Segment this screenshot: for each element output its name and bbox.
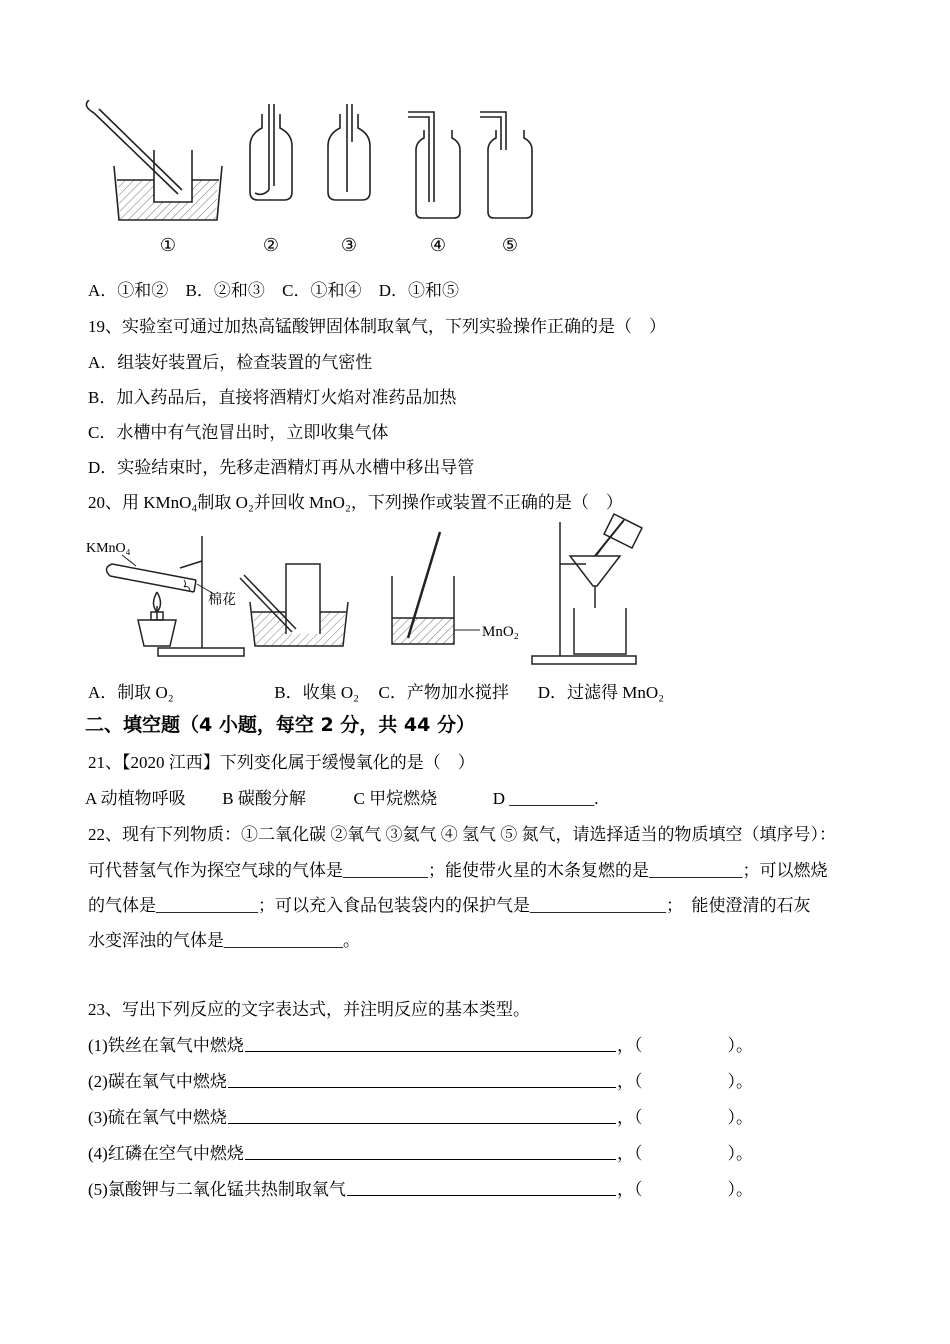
q23-item-1-text: (1)铁丝在氧气中燃烧 (88, 1036, 244, 1055)
apparatus-bottle-long-tube (250, 104, 292, 200)
q20-options-row (88, 678, 664, 703)
q23-item-1 (88, 1031, 753, 1056)
q22-stem: 22、现有下列物质：①二氧化碳 ②氧气 ③氦气 ④ 氢气 ⑤ 氮气，请选择适当的物质填空（填序号）： (88, 825, 836, 844)
apparatus-filtration (532, 514, 642, 664)
apparatus-stirring-beaker (392, 532, 480, 644)
q21-option-a: A 动植物呼吸 (85, 789, 186, 808)
answer-blank (228, 1123, 616, 1124)
q18-option-d: D．①和⑤ (378, 281, 459, 300)
q23-item-3-text: (3)硫在氧气中燃烧 (88, 1108, 227, 1127)
cotton-label: 棉花 (208, 593, 236, 608)
q23-item-5-text: (5)氯酸钾与二氧化锰共热制取氧气 (88, 1180, 346, 1199)
q21-option-c: C 甲烷燃烧 (353, 789, 438, 808)
apparatus-label-4: ④ (429, 235, 447, 255)
q19-option-b: B．加入药品后，直接将酒精灯火焰对准药品加热 (88, 388, 457, 407)
apparatus-bottle-short-tube (328, 104, 370, 200)
q23-item-5-type-parens: ，（ ）。 (617, 1180, 753, 1199)
q20-stem: 20、用 KMnO₄制取 O₂并回收 MnO₂，下列操作或装置不正确的是（ ） (88, 493, 623, 512)
q23-item-2-text: (2)碳在氧气中燃烧 (88, 1072, 227, 1091)
q23-item-3 (88, 1103, 753, 1128)
q23-item-2-type-parens: ，（ ）。 (617, 1072, 753, 1091)
q19-option-d: D．实验结束时，先移走酒精灯再从水槽中移出导管 (88, 458, 475, 477)
q23-item-3-type-parens: ，（ ）。 (617, 1108, 753, 1127)
q20-apparatus-diagram (80, 506, 660, 678)
q23-item-1-type-parens: ，（ ）。 (617, 1036, 753, 1055)
q19-stem: 19、实验室可通过加热高锰酸钾固体制取氧气，下列实验操作正确的是（ ） (88, 317, 666, 336)
apparatus-trough-tube (86, 100, 222, 220)
q23-item-2 (88, 1067, 753, 1092)
q20-option-b: B．收集 O₂ (274, 683, 360, 702)
q20-option-c: C．产物加水搅拌 (378, 683, 509, 702)
apparatus-water-collection (240, 564, 348, 646)
q18-options-row (88, 276, 459, 301)
q20-option-a: A．制取 O₂ (88, 683, 174, 702)
q22-line-4: 水变浑浊的气体是______________。 (88, 931, 360, 950)
q23-stem: 23、写出下列反应的文字表达式，并注明反应的基本类型。 (88, 1000, 530, 1019)
answer-blank (245, 1051, 616, 1052)
section2-title: 二、填空题（4 小题，每空 2 分，共 44 分） (85, 714, 475, 736)
mno2-label: MnO₂ (482, 624, 519, 640)
q21-options-row (85, 784, 599, 809)
apparatus-label-5: ⑤ (501, 235, 519, 255)
q22-line-3: 的气体是____________；可以充入食品包装袋内的保护气是________________； 能使澄清的石灰 (88, 896, 811, 915)
apparatus-label-2: ② (262, 235, 280, 255)
q18-option-c: C．①和④ (282, 281, 362, 300)
apparatus-label-1: ① (159, 235, 177, 255)
q22-line-2: 可代替氢气作为探空气球的气体是__________；能使带火星的木条复燃的是___________；可以燃烧 (88, 861, 828, 880)
kmno4-label: KMnO₄ (86, 541, 131, 556)
q18-option-b: B．②和③ (185, 281, 265, 300)
q19-option-c: C．水槽中有气泡冒出时，立即收集气体 (88, 423, 389, 442)
q21-option-d: D __________. (492, 789, 599, 808)
q21-option-b: B 碳酸分解 (222, 789, 306, 808)
apparatus-label-3: ③ (340, 235, 358, 255)
answer-blank (347, 1195, 616, 1196)
q18-option-a: A．①和② (88, 281, 169, 300)
answer-blank (245, 1159, 616, 1160)
apparatus-gas-bottle-deep-tube (408, 112, 460, 218)
q19-option-a: A．组装好装置后，检查装置的气密性 (88, 353, 373, 372)
q23-item-4-type-parens: ，（ ）。 (617, 1144, 753, 1163)
q21-stem: 21、【2020 江西】下列变化属于缓慢氧化的是（ ） (88, 753, 475, 772)
q20-option-d: D．过滤得 MnO₂ (537, 683, 665, 702)
q23-item-4-text: (4)红磷在空气中燃烧 (88, 1144, 244, 1163)
q23-item-5 (88, 1175, 753, 1200)
q23-item-4 (88, 1139, 753, 1164)
q18-apparatus-diagram (78, 100, 553, 258)
answer-blank (228, 1087, 616, 1088)
apparatus-gas-bottle-shallow-tube (480, 112, 532, 218)
